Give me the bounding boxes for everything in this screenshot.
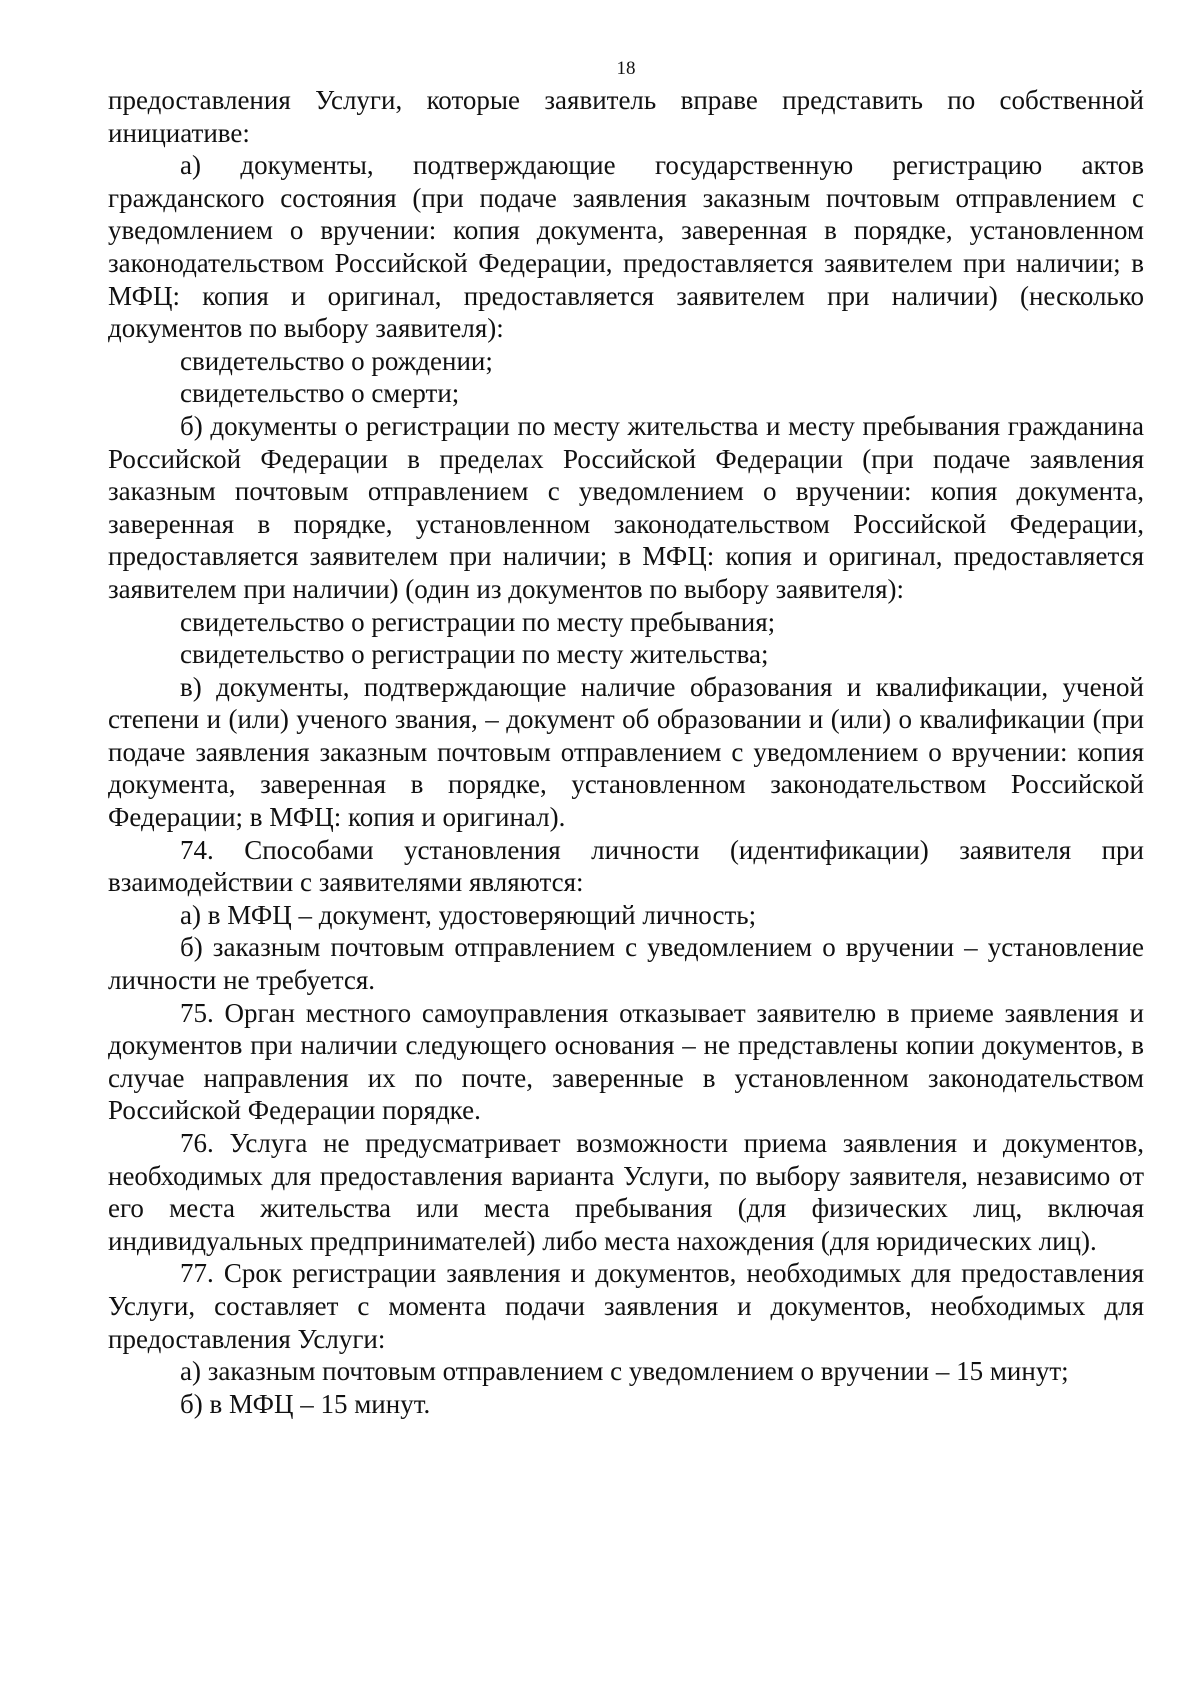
list-item-birth-certificate: свидетельство о рождении; [180,345,493,376]
page-number: 18 [616,58,636,79]
list-item-74-a: а) в МФЦ – документ, удостоверяющий личность; [180,899,757,930]
list-item-death-certificate: свидетельство о смерти; [180,378,460,409]
list-item-74-b: б) заказным почтовым отправлением с уведомлением о вручении – установление личности не требуется. [108,932,1144,996]
paragraph-77: 77. Срок регистрации заявления и документов, необходимых для предоставления Услуги, составляет с момента подачи заявления и документов, необходимых для предоставления Услуги: [108,1258,1144,1354]
list-item-stay-registration-certificate: свидетельство о регистрации по месту пребывания; [180,606,776,637]
paragraph-intro: предоставления Услуги, которые заявитель вправе представить по собственной инициативе: [108,85,1144,148]
list-item-77-b: б) в МФЦ – 15 минут. [180,1388,431,1419]
paragraph-76: 76. Услуга не предусматривает возможности приема заявления и документов, необходимых для предоставления варианта Услуги, по выбору заявителя, независимо от его места жительства или места пребывания (для физических лиц, включая индивидуальных предпринимателей) либо места нахождения (для юридических лиц). [108,1128,1144,1256]
paragraph-item-b-registration-documents: б) документы о регистрации по месту жительства и месту пребывания гражданина Российской Федерации в пределах Российской Федерации (при подаче заявления заказным почтовым отправлением с уведомлением о вручении: копия документа, заверенная в порядке, установленном законодательством Российской Федерации, предоставляется заявителем при наличии; в МФЦ: копия и оригинал, предоставляется заявителем при наличии) (один из документов по выбору заявителя): [108,410,1144,604]
paragraph-74: 74. Способами установления личности (идентификации) заявителя при взаимодействии с заявителями являются: [108,834,1144,898]
document-page [108,58,1144,1420]
document-body [108,84,1144,1420]
list-item-residence-registration-certificate: свидетельство о регистрации по месту жительства; [180,639,769,670]
paragraph-75: 75. Орган местного самоуправления отказывает заявителю в приеме заявления и документов при наличии следующего основания – не представлены копии документов, в случае направления их по почте, заверенные в установленном законодательством Российской Федерации порядке. [108,997,1144,1126]
paragraph-item-a-civil-status-documents: а) документы, подтверждающие государственную регистрацию актов гражданского состояния (при подаче заявления заказным почтовым отправлением с уведомлением о вручении: копия документа, заверенная в порядке, установленном законодательством Российской Федерации, предоставляется заявителем при наличии; в МФЦ: копия и оригинал, предоставляется заявителем при наличии) (несколько документов по выбору заявителя): [108,150,1144,344]
paragraph-item-v-education-documents: в) документы, подтверждающие наличие образования и квалификации, ученой степени и (или) ученого звания, – документ об образовании и (или) о квалификации (при подаче заявления заказным почтовым отправлением с уведомлением о вручении: копия документа, заверенная в порядке, установленном законодательством Российской Федерации; в МФЦ: копия и оригинал). [108,671,1144,833]
list-item-77-a: а) заказным почтовым отправлением с уведомлением о вручении – 15 минут; [180,1356,1069,1387]
